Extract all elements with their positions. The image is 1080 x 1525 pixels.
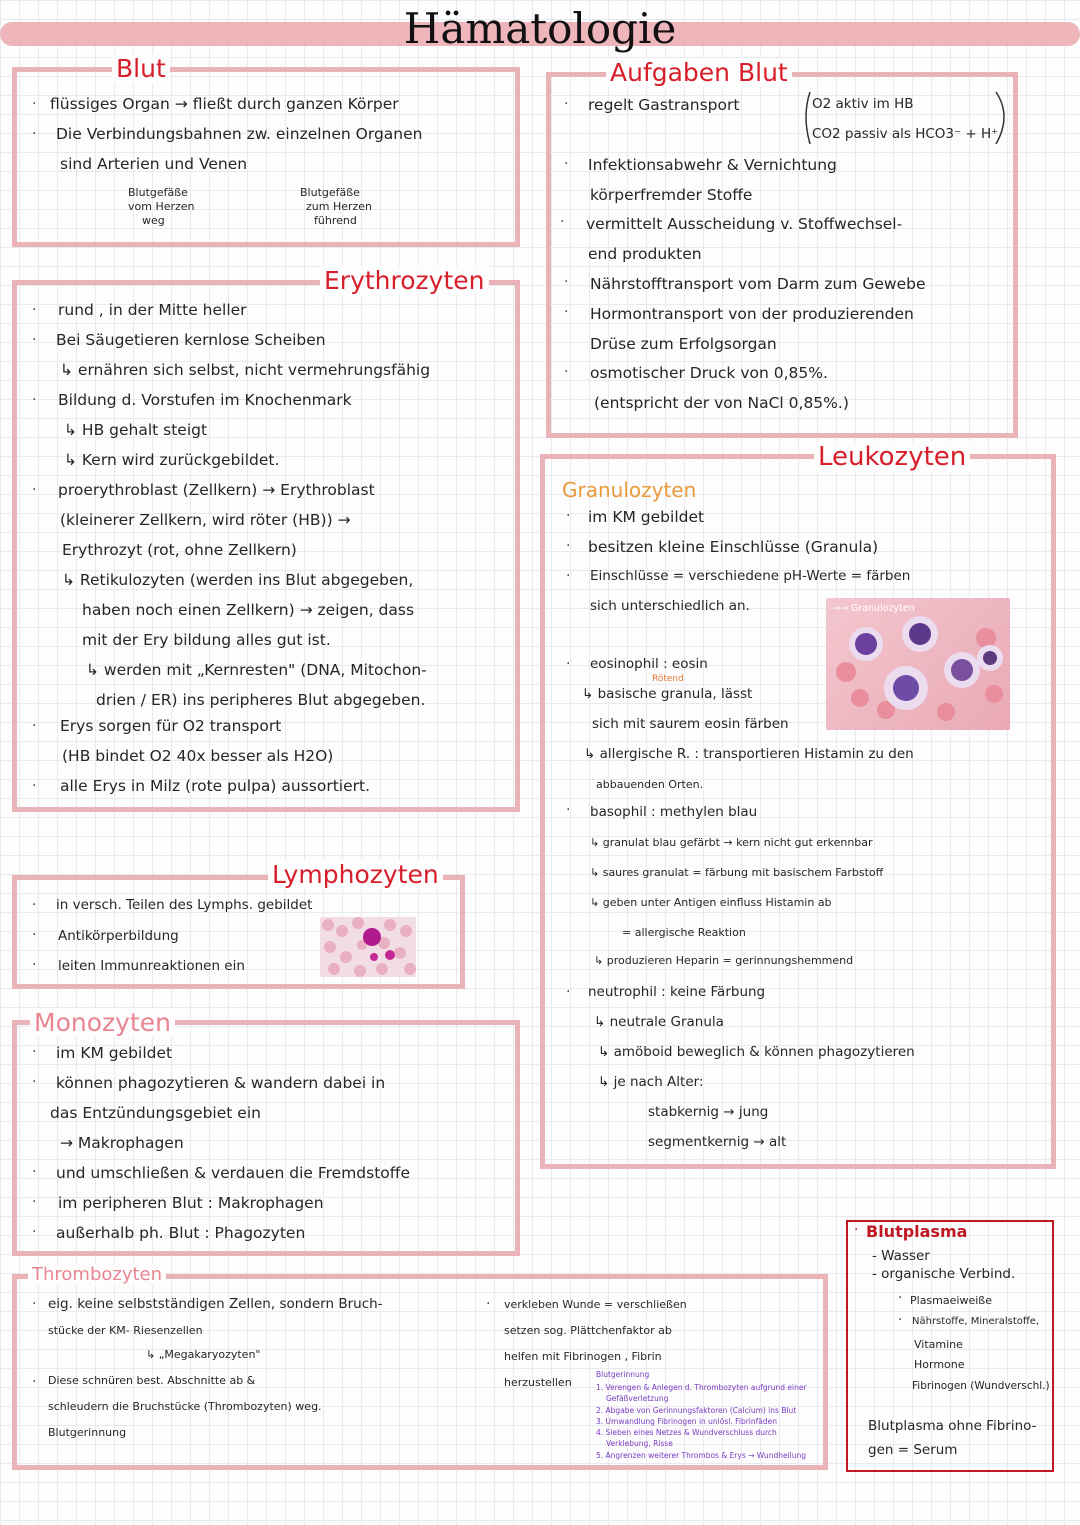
mono-line: das Entzündungsgebiet ein (50, 1104, 261, 1122)
leuko-line: ↳ geben unter Antigen einfluss Histamin ab (590, 896, 832, 909)
ery-line: haben noch einen Zellkern) → zeigen, dass (82, 601, 415, 619)
leuko-line: ↳ granulat blau gefärbt → kern nicht gut erkennbar (590, 836, 873, 849)
arterien-note: Blutgefäße (128, 186, 188, 199)
aufgaben-line: Infektionsabwehr & Vernichtung (588, 156, 837, 174)
ery-line: ↳ HB gehalt steigt (64, 421, 208, 439)
ery-line: mit der Ery bildung alles gut ist. (82, 631, 331, 649)
thrombo-line: stücke der KM- Riesenzellen (48, 1324, 203, 1337)
aufgaben-line: osmotischer Druck von 0,85%. (590, 364, 828, 382)
aufgaben-line: Drüse zum Erfolgsorgan (590, 335, 777, 353)
ery-line: Bildung d. Vorstufen im Knochenmark (58, 391, 352, 409)
leuko-line: segmentkernig → alt (648, 1134, 787, 1150)
co2-note: CO2 passiv als HCO3⁻ + H⁺ (812, 126, 999, 142)
plasma-line: - Wasser (872, 1248, 930, 1264)
leuko-line: basophil : methylen blau (590, 804, 758, 820)
thrombo-right-line: verkleben Wunde = verschließen (504, 1298, 687, 1311)
ery-line: proerythroblast (Zellkern) → Erythroblast (58, 481, 375, 499)
arterien-note: weg (142, 214, 165, 227)
blut-line: Die Verbindungsbahnen zw. einzelnen Organen (56, 125, 423, 143)
blut-line: sind Arterien und Venen (60, 155, 248, 173)
plasma-line: Blutplasma ohne Fibrino- (868, 1418, 1037, 1434)
venen-note: führend (314, 214, 357, 227)
leuko-line: ↳ amöboid beweglich & können phagozytieren (598, 1044, 915, 1060)
leuko-line: ↳ je nach Alter: (598, 1074, 704, 1090)
blutplasma-title: Blutplasma (866, 1222, 968, 1241)
ery-line: Erythrozyt (rot, ohne Zellkern) (62, 541, 297, 559)
plasma-line: Nährstoffe, Mineralstoffe, (912, 1316, 1040, 1327)
plasma-line: Plasmaeiweiße (910, 1294, 992, 1307)
granulozyten-image-caption: →→ Granulozyten (832, 603, 915, 614)
plasma-line: Vitamine (914, 1338, 963, 1351)
gerinnung-step: 2. Abgabe von Gerinnungsfaktoren (Calcium) ins Blut (596, 1406, 797, 1415)
granulocyte-cells (826, 598, 1010, 730)
arterien-note: vom Herzen (128, 200, 195, 213)
mono-line: außerhalb ph. Blut : Phagozyten (56, 1224, 306, 1242)
ery-line: ↳ ernähren sich selbst, nicht vermehrungsfähig (60, 361, 431, 379)
plasma-line: Fibrinogen (Wundverschl.) (912, 1380, 1050, 1392)
lymph-line: leiten Immunreaktionen ein (58, 958, 245, 974)
leukozyten-title: Leukozyten (814, 442, 970, 472)
aufgaben-line: Hormontransport von der produzierenden (590, 305, 914, 323)
plasma-line: - organische Verbind. (872, 1266, 1016, 1282)
gerinnung-step: 5. Angrenzen weiterer Thrombos & Erys → Wundheilung (596, 1451, 807, 1460)
mono-line: im peripheren Blut : Makrophagen (58, 1194, 324, 1212)
page-title: Hämatologie (403, 4, 677, 53)
thrombozyten-title: Thrombozyten (28, 1264, 166, 1285)
leuko-line: ↳ produzieren Heparin = gerinnungshemmend (594, 954, 854, 967)
venen-note: Blutgefäße (300, 186, 360, 199)
leuko-line: Einschlüsse = verschiedene pH-Werte = färben (590, 568, 911, 584)
leuko-line: besitzen kleine Einschlüsse (Granula) (588, 538, 879, 556)
aufgaben-line: end produkten (588, 245, 702, 263)
leuko-line: ↳ allergische R. : transportieren Histamin zu den (584, 746, 914, 762)
venen-note: zum Herzen (306, 200, 373, 213)
leuko-line: ↳ basische granula, lässt (582, 686, 753, 702)
leuko-line: neutrophil : keine Färbung (588, 984, 766, 1000)
leuko-line: im KM gebildet (588, 508, 705, 526)
eosin-note: Rötend (652, 674, 684, 684)
thrombo-right-line: helfen mit Fibrinogen , Fibrin (504, 1350, 662, 1363)
plasma-line: Hormone (914, 1358, 965, 1371)
erythrozyten-title: Erythrozyten (320, 266, 489, 295)
aufgaben-line: körperfremder Stoffe (590, 186, 753, 204)
leuko-line: abbauenden Orten. (596, 778, 704, 791)
blut-line: flüssiges Organ → fließt durch ganzen Körper (50, 95, 399, 113)
aufgaben-line: (entspricht der von NaCl 0,85%.) (594, 394, 849, 412)
leuko-line: ↳ neutrale Granula (594, 1014, 724, 1030)
ery-line: ↳ werden mit „Kernresten" (DNA, Mitochon- (86, 661, 427, 679)
ery-line: ↳ Kern wird zurückgebildet. (64, 451, 280, 469)
leuko-line: eosinophil : eosin (590, 656, 708, 672)
gerinnung-step: 4. Sieben eines Netzes & Wundverschluss durch (596, 1428, 777, 1437)
aufgaben-transport: regelt Gastransport (588, 96, 740, 114)
thrombo-line: eig. keine selbstständigen Zellen, sondern Bruch- (48, 1296, 383, 1312)
aufgaben-line: vermittelt Ausscheidung v. Stoffwechsel- (586, 215, 903, 233)
mono-line: können phagozytieren & wandern dabei in (56, 1074, 386, 1092)
aufgaben-line: Nährstofftransport vom Darm zum Gewebe (590, 275, 926, 293)
mono-line: → Makrophagen (60, 1134, 184, 1152)
lymph-line: Antikörperbildung (58, 928, 179, 944)
thrombo-line: schleudern die Bruchstücke (Thrombozyten) weg. (48, 1400, 322, 1413)
ery-line: alle Erys in Milz (rote pulpa) aussortiert. (60, 777, 371, 795)
thrombo-line: ↳ „Megakaryozyten" (146, 1348, 261, 1361)
monozyten-title: Monozyten (30, 1008, 175, 1037)
granulozyten-image (826, 598, 1010, 730)
ery-line: (kleinerer Zellkern, wird röter (HB)) → (60, 511, 351, 529)
plasma-line: gen = Serum (868, 1442, 958, 1458)
blut-title: Blut (112, 54, 170, 83)
thrombo-line: Diese schnüren best. Abschnitte ab & (48, 1374, 256, 1387)
gerinnung-step: Gefäßverletzung (606, 1394, 669, 1403)
gerinnung-heading: Blutgerinnung (596, 1370, 650, 1379)
mono-line: im KM gebildet (56, 1044, 173, 1062)
leuko-line: stabkernig → jung (648, 1104, 769, 1120)
o2-note: O2 aktiv im HB (812, 96, 914, 112)
lymphocyte-micrograph (320, 917, 416, 977)
leuko-line: sich mit saurem eosin färben (592, 716, 789, 732)
gerinnung-step: Verklebung, Risse (606, 1439, 673, 1448)
ery-line: Erys sorgen für O2 transport (60, 717, 282, 735)
leuko-line: sich unterschiedlich an. (590, 598, 750, 614)
ery-line: drien / ER) ins peripheres Blut abgegeben. (96, 691, 426, 709)
lymphozyten-title: Lymphozyten (268, 860, 443, 889)
ery-line: rund , in der Mitte heller (58, 301, 247, 319)
thrombo-right-line: herzustellen (504, 1376, 572, 1389)
leuko-line: = allergische Reaktion (622, 926, 746, 939)
granulozyten-title: Granulozyten (562, 478, 697, 502)
aufgaben-title: Aufgaben Blut (606, 58, 792, 87)
gerinnung-step: 1. Verengen & Anlegen d. Thrombozyten aufgrund einer (596, 1383, 807, 1392)
thrombo-line: Blutgerinnung (48, 1426, 127, 1439)
gerinnung-step: 3. Umwandlung Fibrinogen in unlösl. Fibrinfäden (596, 1417, 778, 1426)
leuko-line: ↳ saures granulat = färbung mit basischem Farbstoff (590, 866, 884, 879)
ery-line: ↳ Retikulozyten (werden ins Blut abgegeben, (62, 571, 414, 589)
mono-line: und umschließen & verdauen die Fremdstoffe (56, 1164, 410, 1182)
ery-line: (HB bindet O2 40x besser als H2O) (62, 747, 334, 765)
thrombo-right-line: setzen sog. Plättchenfaktor ab (504, 1324, 672, 1337)
lymph-line: in versch. Teilen des Lymphs. gebildet (56, 897, 313, 913)
ery-line: Bei Säugetieren kernlose Scheiben (56, 331, 326, 349)
